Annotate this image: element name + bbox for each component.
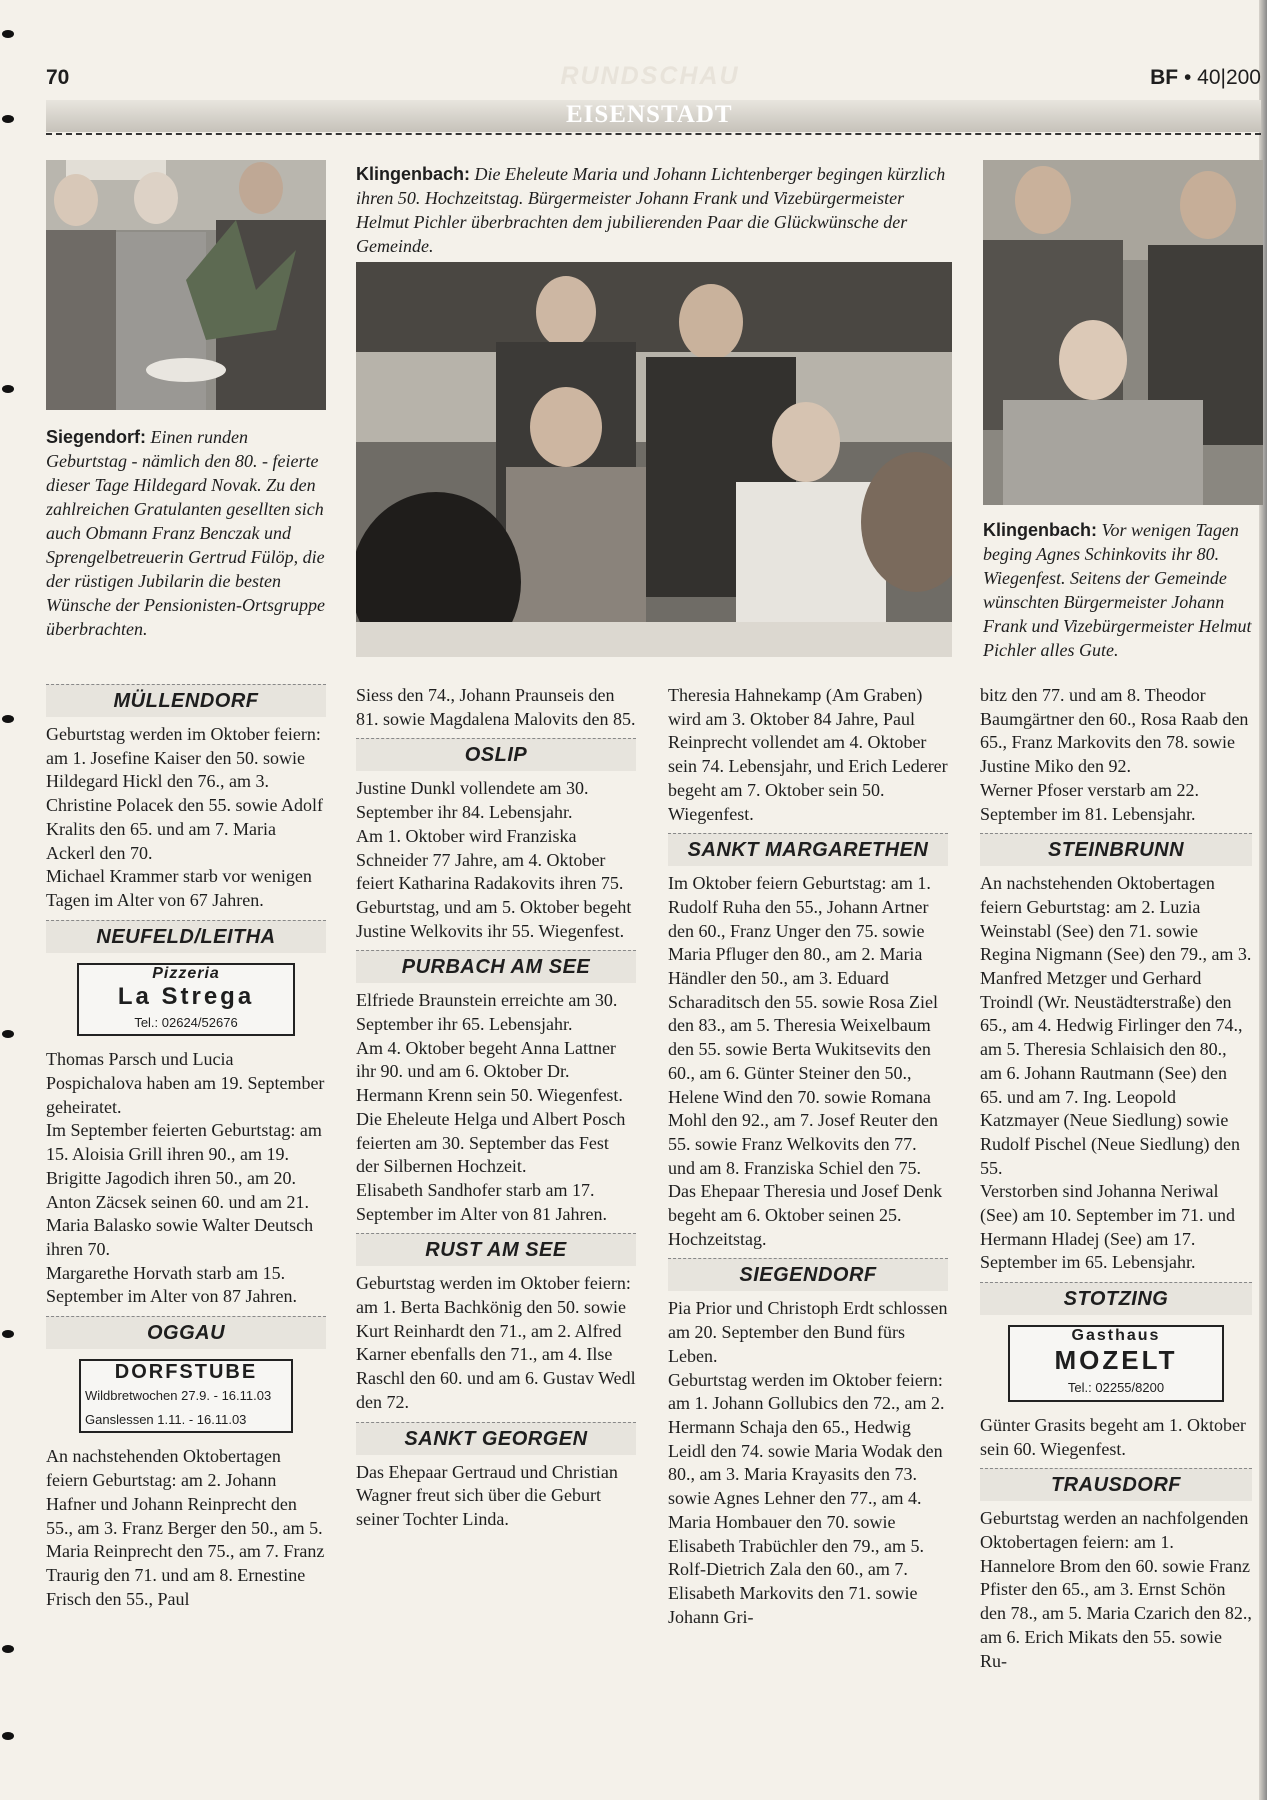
binding-mark: [2, 30, 14, 38]
column-2: [356, 684, 636, 1532]
column-1: [46, 684, 326, 1611]
section-heading: OGGAU: [46, 1316, 326, 1349]
section-title: EISENSTADT: [566, 101, 733, 128]
caption-text: Die Eheleute Maria und Johann Lichtenberger begingen kürzlich ihren 50. Hochzeitstag. Bürgermeister Johann Frank und Vizebürgermeister Helmut Pichler überbrachten dem jubilierenden Paar die Glückwünsche der Gemeinde.: [356, 164, 946, 256]
column-3: [668, 684, 948, 1629]
ad-line: Pizzeria: [152, 964, 220, 982]
photo-klingenbach-schinkovits: [983, 160, 1263, 505]
caption-text: Vor wenigen Tagen beging Agnes Schinkovits ihr 80. Wiegenfest. Seitens der Gemeinde wünschten Bürgermeister Johann Frank und Vizebürgermeister Helmut Pichler alles Gute.: [983, 520, 1252, 660]
binding-mark: [2, 1645, 14, 1653]
article-text: Am 4. Oktober begeht Anna Lattner ihr 90. und am 6. Oktober Dr. Hermann Krenn sein 50. Wiegenfest.: [356, 1037, 623, 1106]
article-text: Michael Krammer starb vor wenigen Tagen im Alter von 67 Jahren.: [46, 866, 312, 910]
ad-line: Gasthaus: [1071, 1327, 1161, 1345]
page-number: 70: [46, 66, 70, 89]
ad-name: DORFSTUBE: [114, 1361, 258, 1384]
article-text: Elisabeth Sandhofer starb am 17. September im Alter von 81 Jahren.: [356, 1179, 607, 1224]
article-text: Im September feierten Geburtstag: am 15. Aloisia Grill ihren 90., am 19. Brigitte Jagodich ihren 50., am 20. Anton Zäcsek seinen 60. und am 21. Maria Balasko sowie Walter Deutsch ihren 70.: [46, 1120, 322, 1259]
caption-klingenbach-couple: [356, 162, 946, 258]
section-heading: SIEGENDORF: [668, 1258, 948, 1291]
caption-place: Klingenbach:: [356, 164, 471, 184]
caption-place: Siegendorf:: [46, 427, 147, 447]
masthead: RUNDSCHAU: [560, 62, 740, 90]
ad-mozelt: [1008, 1325, 1224, 1402]
ad-phone: Tel.: 02255/8200: [1067, 1380, 1165, 1396]
binding-mark: [2, 1330, 14, 1338]
ad-name: MOZELT: [1054, 1345, 1178, 1376]
binding-mark: [2, 715, 14, 723]
issue-info: [1150, 66, 1261, 90]
issue-number: • 40|200: [1183, 66, 1261, 89]
article-text: Das Ehepaar Theresia und Josef Denk begeht am 6. Oktober seinen 25. Hochzeitstag.: [668, 1181, 943, 1249]
article-text: bitz den 77. und am 8. Theodor Baumgärtner den 60., Rosa Raab den 65., Franz Markovits den 78. sowie Justine Miko den 92.: [980, 685, 1249, 777]
ad-dorfstube: [79, 1359, 293, 1433]
section-banner: [46, 100, 1261, 132]
article-text: Theresia Hahnekamp (Am Graben) wird am 3. Oktober 84 Jahre, Paul Reinprecht vollendet am 4. Oktober sein 74. Lebensjahr, und Erich Lederer begeht am 7. Oktober sein 50. Wiegenfest.: [668, 685, 948, 824]
article-text: Geburtstag werden im Oktober feiern: am 1. Berta Bachkönig den 50. sowie Kurt Reinhardt den 71., am 2. Alfred Karner ebenfalls den 71., am 4. Ilse Raschl den 60. und am 6. Gustav Wedl den 72.: [356, 1273, 636, 1412]
ad-line: Ganslessen 1.11. - 16.11.03: [85, 1411, 247, 1427]
article-text: Geburtstag werden an nachfolgenden Oktobertagen feiern: am 1. Hannelore Brom den 60. sowie Franz Pfister den 65., am 3. Ernst Schön den 78., am 5. Maria Czarich den 82., am 6. Erich Mikats den 55. sowie Ru-: [980, 1508, 1252, 1671]
article-text: Am 1. Oktober wird Franziska Schneider 77 Jahre, am 4. Oktober feiert Katharina Radakovits ihren 75. Geburtstag, und am 5. Oktober begeht Justine Welkovits ihr 55. Wiegenfest.: [356, 825, 632, 941]
caption-klingenbach-schinkovits: [983, 518, 1261, 662]
publication-name: BF: [1150, 66, 1179, 89]
ad-pizzeria: [77, 963, 295, 1037]
article-text: An nachstehenden Oktobertagen feiern Geburtstag: am 2. Luzia Weinstabl (See) den 71. sowie Regina Nigmann (See) den 79., am 3. Manfred Metzger und Gerhard Troindl (Wr. Neustädterstraße) den 65., am 4. Hedwig Firlinger den 74., am 5. Theresia Schlaisich den 80., am 6. Johann Rautmann (See) den 65. und am 7. Ing. Leopold Katzmayer (Neue Siedlung) sowie Rudolf Pischel (Neue Siedlung) den 55.: [980, 873, 1252, 1178]
section-heading: PURBACH AM SEE: [356, 950, 636, 983]
photo-klingenbach-couple: [356, 262, 952, 657]
section-heading: NEUFELD/LEITHA: [46, 920, 326, 953]
article-text: Siess den 74., Johann Praunseis den 81. sowie Magdalena Malovits den 85.: [356, 685, 636, 729]
article-text: Werner Pfoser verstarb am 22. September im 81. Lebensjahr.: [980, 779, 1199, 824]
caption-siegendorf: [46, 425, 326, 641]
article-text: Günter Grasits begeht am 1. Oktober sein 60. Wiegenfest.: [980, 1414, 1246, 1459]
section-heading: SANKT MARGARETHEN: [668, 833, 948, 866]
binding-mark: [2, 1732, 14, 1740]
section-heading: SANKT GEORGEN: [356, 1422, 636, 1455]
header-divider: [46, 133, 1261, 135]
article-text: Im Oktober feiern Geburtstag: am 1. Rudolf Ruha den 55., Johann Artner den 60., Franz Unger den 75. sowie Maria Pfluger den 80., am 2. Maria Händler den 50., am 3. Eduard Scharaditsch den 55. sowie Rosa Ziel den 83., am 5. Theresia Weixelbaum den 55. sowie Berta Wukitsevits den 60., am 6. Günter Steiner den 50., Helene Wind den 70. sowie Romana Mohl den 92., am 7. Josef Reuter den 55. sowie Franz Welkovits den 77. und am 8. Franziska Schiel den 75.: [668, 873, 938, 1178]
section-heading: MÜLLENDORF: [46, 684, 326, 717]
section-heading: RUST AM SEE: [356, 1233, 636, 1266]
article-text: Das Ehepaar Gertraud und Christian Wagner freut sich über die Geburt seiner Tochter Linda.: [356, 1461, 618, 1529]
article-text: Margarethe Horvath starb am 15. September im Alter von 87 Jahren.: [46, 1262, 297, 1307]
column-4: [980, 684, 1252, 1673]
article-text: Pia Prior und Christoph Erdt schlossen am 20. September den Bund fürs Leben.: [668, 1298, 948, 1366]
binding-mark: [2, 385, 14, 393]
ad-name: La Strega: [117, 982, 255, 1010]
article-text: Die Eheleute Helga und Albert Posch feierten am 30. September das Fest der Silbernen Hochzeit.: [356, 1108, 626, 1177]
article-text: Geburtstag werden im Oktober feiern: am 1. Josefine Kaiser den 50. sowie Hildegard Hickl den 76., am 3. Christine Polacek den 55. sowie Adolf Kralits den 65. und am 7. Maria Ackerl den 70.: [46, 724, 323, 863]
ad-phone: Tel.: 02624/52676: [134, 1014, 238, 1030]
article-text: Elfriede Braunstein erreichte am 30. September ihr 65. Lebensjahr.: [356, 990, 618, 1035]
section-heading: TRAUSDORF: [980, 1468, 1252, 1501]
article-text: Justine Dunkl vollendete am 30. September ihr 84. Lebensjahr.: [356, 778, 589, 823]
article-text: An nachstehenden Oktobertagen feiern Geburtstag: am 2. Johann Hafner und Johann Reinprecht den 55., am 3. Franz Berger den 50., am 5. Maria Reinprecht den 75., am 7. Franz Traurig den 71. und am 8. Ernestine Frisch den 55., Paul: [46, 1446, 325, 1609]
section-heading: OSLIP: [356, 738, 636, 771]
caption-text: Einen runden Geburtstag - nämlich den 80. - feierte dieser Tage Hildegard Novak. Zu den zahlreichen Gratulanten gesellten sich auch Obmann Franz Benczak und Sprengelbetreuerin Gertrud Fülöp, die der rüstigen Jubilarin die besten Wünsche der Pensionisten-Ortsgruppe überbrachten.: [46, 427, 325, 639]
binding-mark: [2, 1030, 14, 1038]
ad-line: Wildbretwochen 27.9. - 16.11.03: [85, 1388, 272, 1404]
photo-siegendorf: [46, 160, 326, 410]
article-text: Verstorben sind Johanna Neriwal (See) am 10. September im 71. und Hermann Hladej (See) am 17. September im 65. Lebensjahr.: [980, 1181, 1235, 1273]
article-text: Thomas Parsch und Lucia Pospichalova haben am 19. September geheiratet.: [46, 1049, 325, 1117]
section-heading: STOTZING: [980, 1282, 1252, 1315]
section-heading: STEINBRUNN: [980, 833, 1252, 866]
article-text: Geburtstag werden im Oktober feiern: am 1. Johann Gollubics den 72., am 2. Hermann Schaja den 65., Hedwig Leidl den 74. sowie Maria Wodak den 80., am 3. Maria Krayasits den 73. sowie Agnes Lehner den 77., am 4. Maria Hombauer den 70. sowie Elisabeth Trabüchler den 79., am 5. Rolf-Dietrich Zala den 60., am 7. Elisabeth Markovits den 71. sowie Johann Gri-: [668, 1369, 945, 1627]
binding-mark: [2, 115, 14, 123]
caption-place: Klingenbach:: [983, 520, 1098, 540]
